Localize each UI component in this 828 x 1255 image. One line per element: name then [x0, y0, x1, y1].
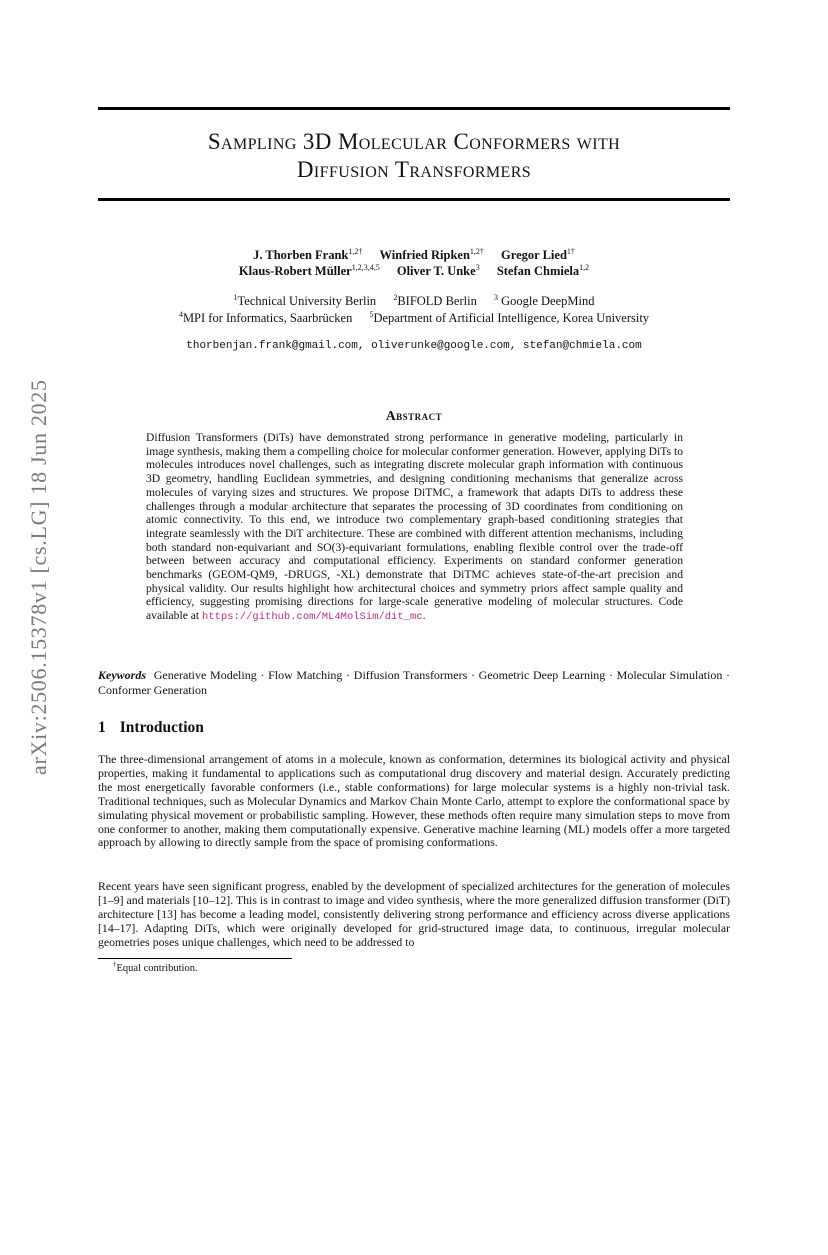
title-line-2: Diffusion Transformers	[296, 157, 532, 182]
affiliation-row-1	[98, 293, 730, 310]
title-line-1: Sampling 3D Molecular Conformers with	[207, 129, 621, 154]
abstract-heading: Abstract	[385, 408, 443, 423]
affiliation: $^4$MPI for Informatics, Saarbrücken	[178, 309, 353, 325]
author: Oliver T. Unke$^3$	[396, 262, 480, 278]
keywords-label: Keywords	[98, 668, 146, 682]
author-row-2	[98, 263, 730, 279]
footnote: †Equal contribution.	[113, 960, 198, 974]
author: Stefan Chmiela$^{1,2}$	[496, 262, 590, 278]
affiliation: $^3$ Google DeepMind	[493, 292, 595, 308]
affiliation-row-2	[98, 310, 730, 327]
paper-title	[98, 128, 730, 184]
arxiv-id: arXiv:2506.15378v1 [cs.LG] 18 Jun 2025	[26, 379, 51, 775]
abstract-text: Diffusion Transformers (DiTs) have demonstrated strong performance in generative modeling, particularly in image synthesis, making them a compelling choice for molecular conformer generation. However, applying DiTs to molecules introduces novel challenges, such as integrating discrete molecular graph information with continuous 3D geometry, handling Euclidean symmetries, and designing conditioning mechanisms that generalize across molecules of varying sizes and structures. We propose DiTMC, a framework that adapts DiTs to address these challenges through a modular architecture that separates the processing of 3D coordinates from conditioning on atomic connectivity. To this end, we introduce two complementary graph-based conditioning strategies that integrate seamlessly with the DiT architecture. These are combined with different attention mechanisms, including both standard non-equivariant and SO(3)-equivariant formulations, enabling flexible control over the trade-off between between accuracy and computational efficiency. Experiments on standard conformer generation benchmarks (GEOM-QM9, -DRUGS, -XL) demonstrate that DiTMC achieves state-of-the-art precision and physical validity. Our results highlight how architectural choices and symmetry priors affect sample quality and efficiency, suggesting promising directions for large-scale generative modeling of molecular structures. Code available at https://github.com/ML4MolSim/dit_mc.	[146, 431, 683, 624]
affiliation: $^5$Department of Artificial Intelligence, Korea University	[369, 309, 650, 325]
author: Winfried Ripken$^{1,2\dagger}$	[379, 246, 484, 262]
section-title: Introduction	[119, 719, 204, 736]
author: Klaus-Robert Müller$^{1,2,3,4,5}$	[238, 262, 380, 278]
author: J. Thorben Frank$^{1,2\dagger}$	[253, 246, 363, 262]
author-list	[98, 247, 730, 279]
affiliation: $^1$Technical University Berlin	[233, 292, 377, 308]
footnote-rule	[98, 958, 292, 959]
author-row-1	[98, 247, 730, 263]
code-link[interactable]: https://github.com/ML4MolSim/dit_mc	[202, 611, 423, 624]
keywords-text: Generative Modeling · Flow Matching · Diffusion Transformers · Geometric Deep Learning · Molecular Simulation · Conformer Generation	[98, 668, 731, 697]
paragraph: The three-dimensional arrangement of atoms in a molecule, known as conformation, determines its biological activity and physical properties, making it fundamental to applications such as computational drug discovery and material design. Accurately predicting the most energetically favorable conformers (i.e., stable conformations) for large molecular systems is a highly non-trivial task. Traditional techniques, such as Molecular Dynamics and Markov Chain Monte Carlo, attempt to explore the conformational space by simulating physical movement or probabilistic sampling. However, these methods often require many simulation steps to move from one conformer to another, making them computationally expensive. Generative machine learning (ML) models offer a more targeted approach by allowing to directly sample from the space of promising conformations.	[98, 752, 730, 850]
affiliation-list	[98, 293, 730, 327]
section-heading	[98, 719, 204, 737]
title-rule-top	[98, 107, 730, 110]
section-number: 1	[98, 719, 106, 736]
affiliation: $^2$BIFOLD Berlin	[393, 292, 477, 308]
author-emails: thorbenjan.frank@gmail.com, oliverunke@google.com, stefan@chmiela.com	[186, 340, 642, 352]
paragraph: Recent years have seen significant progress, enabled by the development of specialized architectures for the generation of molecules [1–9] and materials [10–12]. This is in contrast to image and video synthesis, where the more generalized diffusion transformer (DiT) architecture [13] has become a leading model, consistently delivering strong performance and efficiency across diverse applications [14–17]. Adapting DiTs, which were originally developed for grid-structured image data, to continuous, irregular molecular geometries poses unique challenges, which need to be addressed to	[98, 879, 730, 949]
arxiv-stamp	[26, 379, 56, 1255]
keywords	[98, 668, 730, 698]
title-rule-bottom	[98, 198, 730, 201]
author: Gregor Lied$^{1\dagger}$	[501, 246, 575, 262]
